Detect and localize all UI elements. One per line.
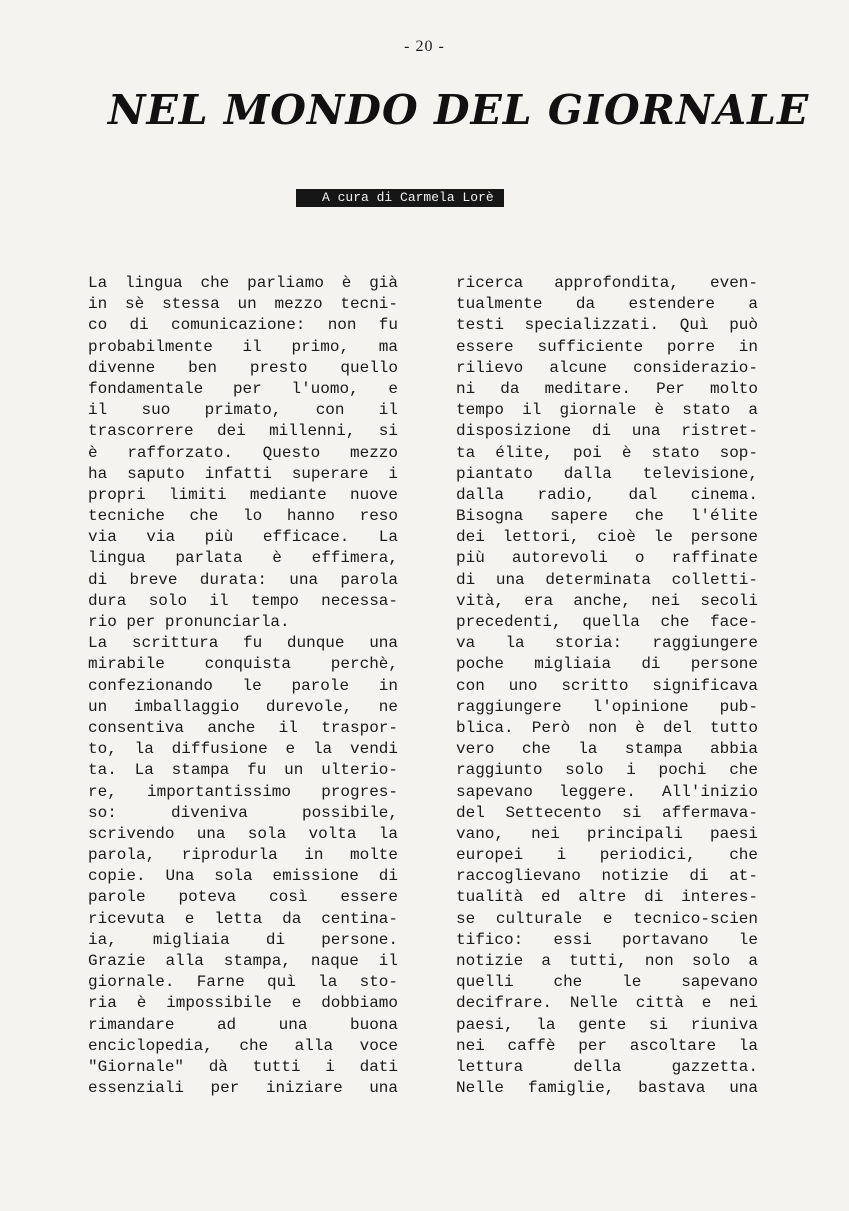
text-line: tifico: essi portavano le — [456, 930, 758, 949]
text-line: rilievo alcune consideraziо- — [456, 358, 758, 377]
text-line: ni da meditare. Per molto — [456, 379, 758, 398]
text-line: propri limiti mediante nuove — [88, 485, 398, 504]
text-line: dalla radio, dal cinema. — [456, 485, 758, 504]
text-line: tualità ed altre di interes- — [456, 888, 758, 907]
text-line: rio per pronunciarla. — [88, 613, 290, 631]
text-line: so: diveniva possibile, — [88, 803, 398, 822]
text-line: consentiva anche il traspor- — [88, 718, 398, 737]
text-line: dura solo il tempo necessa- — [88, 591, 398, 610]
text-line: in sè stessa un mezzo tecni- — [88, 295, 398, 314]
text-line: raggiungere l'opinione pub- — [456, 697, 758, 716]
text-line: "Giornale" dà tutti i dati — [88, 1057, 398, 1076]
text-line: ria è impossibile e dobbiamo — [88, 994, 398, 1013]
text-line: tecniche che lo hanno reso — [88, 507, 398, 526]
article-byline: A cura di Carmela Lorè — [296, 189, 504, 207]
article-title: NEL MONDO DEL GIORNALE — [108, 86, 810, 134]
text-line: Grazie alla stampa, naque il — [88, 952, 398, 970]
text-line: co di comunicazione: non fu — [88, 316, 398, 335]
text-line: piantato dalla televisione, — [456, 464, 758, 483]
text-line: è rafforzato. Questo mezzo — [88, 443, 398, 462]
text-line: giornale. Farne quì la sto- — [88, 973, 398, 992]
text-line: Bisogna sapere che l'élite — [456, 507, 758, 526]
text-line: raggiunto solo i pochi che — [456, 761, 758, 780]
page-number: - 20 - — [404, 38, 445, 55]
text-line: testi specializzati. Quì può — [456, 316, 758, 335]
text-line: re, importantissimo progres- — [88, 782, 398, 801]
text-line: dei lettori, cioè le persone — [456, 528, 758, 547]
text-line: di breve durata: una parola — [88, 570, 398, 589]
text-line: La lingua che parliamo è già — [88, 274, 398, 292]
text-line: vero che la stampa abbia — [456, 740, 758, 759]
text-line: disposizione di una ristret- — [456, 422, 758, 441]
text-line: parole poteva così essere — [88, 888, 398, 907]
text-line: decifrare. Nelle città e nei — [456, 994, 758, 1013]
text-line: lettura della gazzetta. — [456, 1057, 758, 1076]
text-line: rimandare ad una buona — [88, 1015, 398, 1034]
text-line: probabilmente il primo, ma — [88, 337, 398, 356]
text-line: più autorevoli o raffinate — [456, 549, 758, 568]
text-line: ricevuta e letta da centina- — [88, 909, 398, 928]
text-line: di una determinata colletti- — [456, 570, 758, 589]
text-line: del Settecento si affermava- — [456, 803, 758, 822]
text-line: europei i periodici, che — [456, 846, 758, 865]
text-column-left — [88, 273, 398, 1099]
text-line: paesi, la gente si riuniva — [456, 1015, 758, 1034]
text-line: Nelle famiglie, bastava una — [456, 1079, 758, 1098]
text-line: ricerca approfondita, even- — [456, 274, 758, 292]
text-line: enciclopedia, che alla voce — [88, 1036, 398, 1055]
text-line: se culturale e tecnico-scien — [456, 909, 758, 928]
text-line: il suo primato, con il — [88, 401, 398, 420]
text-line: ia, migliaia di persone. — [88, 930, 398, 949]
text-line: poche migliaia di persone — [456, 655, 758, 674]
text-line: confezionando le parole in — [88, 676, 398, 695]
text-line: ta élite, poi è stato sop- — [456, 443, 758, 462]
text-line: trascorrere dei millenni, si — [88, 422, 398, 441]
text-line: ta. La stampa fu un ulterio- — [88, 761, 398, 780]
text-line: raccoglievano notizie di at- — [456, 867, 758, 886]
text-line: sapevano leggere. All'inizio — [456, 782, 758, 801]
text-line: nei caffè per ascoltare la — [456, 1036, 758, 1055]
text-line: to, la diffusione e la vendi — [88, 740, 398, 759]
text-line: via via più efficace. La — [88, 528, 398, 547]
text-line: fondamentale per l'uomo, e — [88, 379, 398, 398]
text-line: La scrittura fu dunque una — [88, 634, 398, 653]
text-line: un imballaggio durevole, ne — [88, 697, 398, 716]
text-line: notizie a tutti, non solo a — [456, 952, 758, 970]
text-line: vità, era anche, nei secoli — [456, 591, 758, 610]
text-line: parola, riprodurla in molte — [88, 846, 398, 865]
text-line: va la storia: raggiungere — [456, 634, 758, 653]
text-line: blica. Però non è del tutto — [456, 718, 758, 737]
text-line: quelli che le sapevano — [456, 973, 758, 992]
text-line: vano, nei principali paesi — [456, 824, 758, 843]
text-line: divenne ben presto quello — [88, 358, 398, 377]
text-line: scrivendo una sola volta la — [88, 824, 398, 843]
text-line: precedenti, quella che face- — [456, 613, 758, 631]
text-line: tempo il giornale è stato a — [456, 401, 758, 420]
text-column-right — [456, 273, 758, 1099]
text-line: mirabile conquista perchè, — [88, 655, 398, 674]
text-line: essere sufficiente porre in — [456, 337, 758, 356]
text-line: lingua parlata è effimera, — [88, 549, 398, 568]
text-line: ha saputo infatti superare i — [88, 464, 398, 483]
text-line: tualmente da estendere a — [456, 295, 758, 314]
text-line: con uno scritto significava — [456, 676, 758, 695]
text-line: essenziali per iniziare una — [88, 1079, 398, 1098]
text-line: copie. Una sola emissione di — [88, 867, 398, 886]
